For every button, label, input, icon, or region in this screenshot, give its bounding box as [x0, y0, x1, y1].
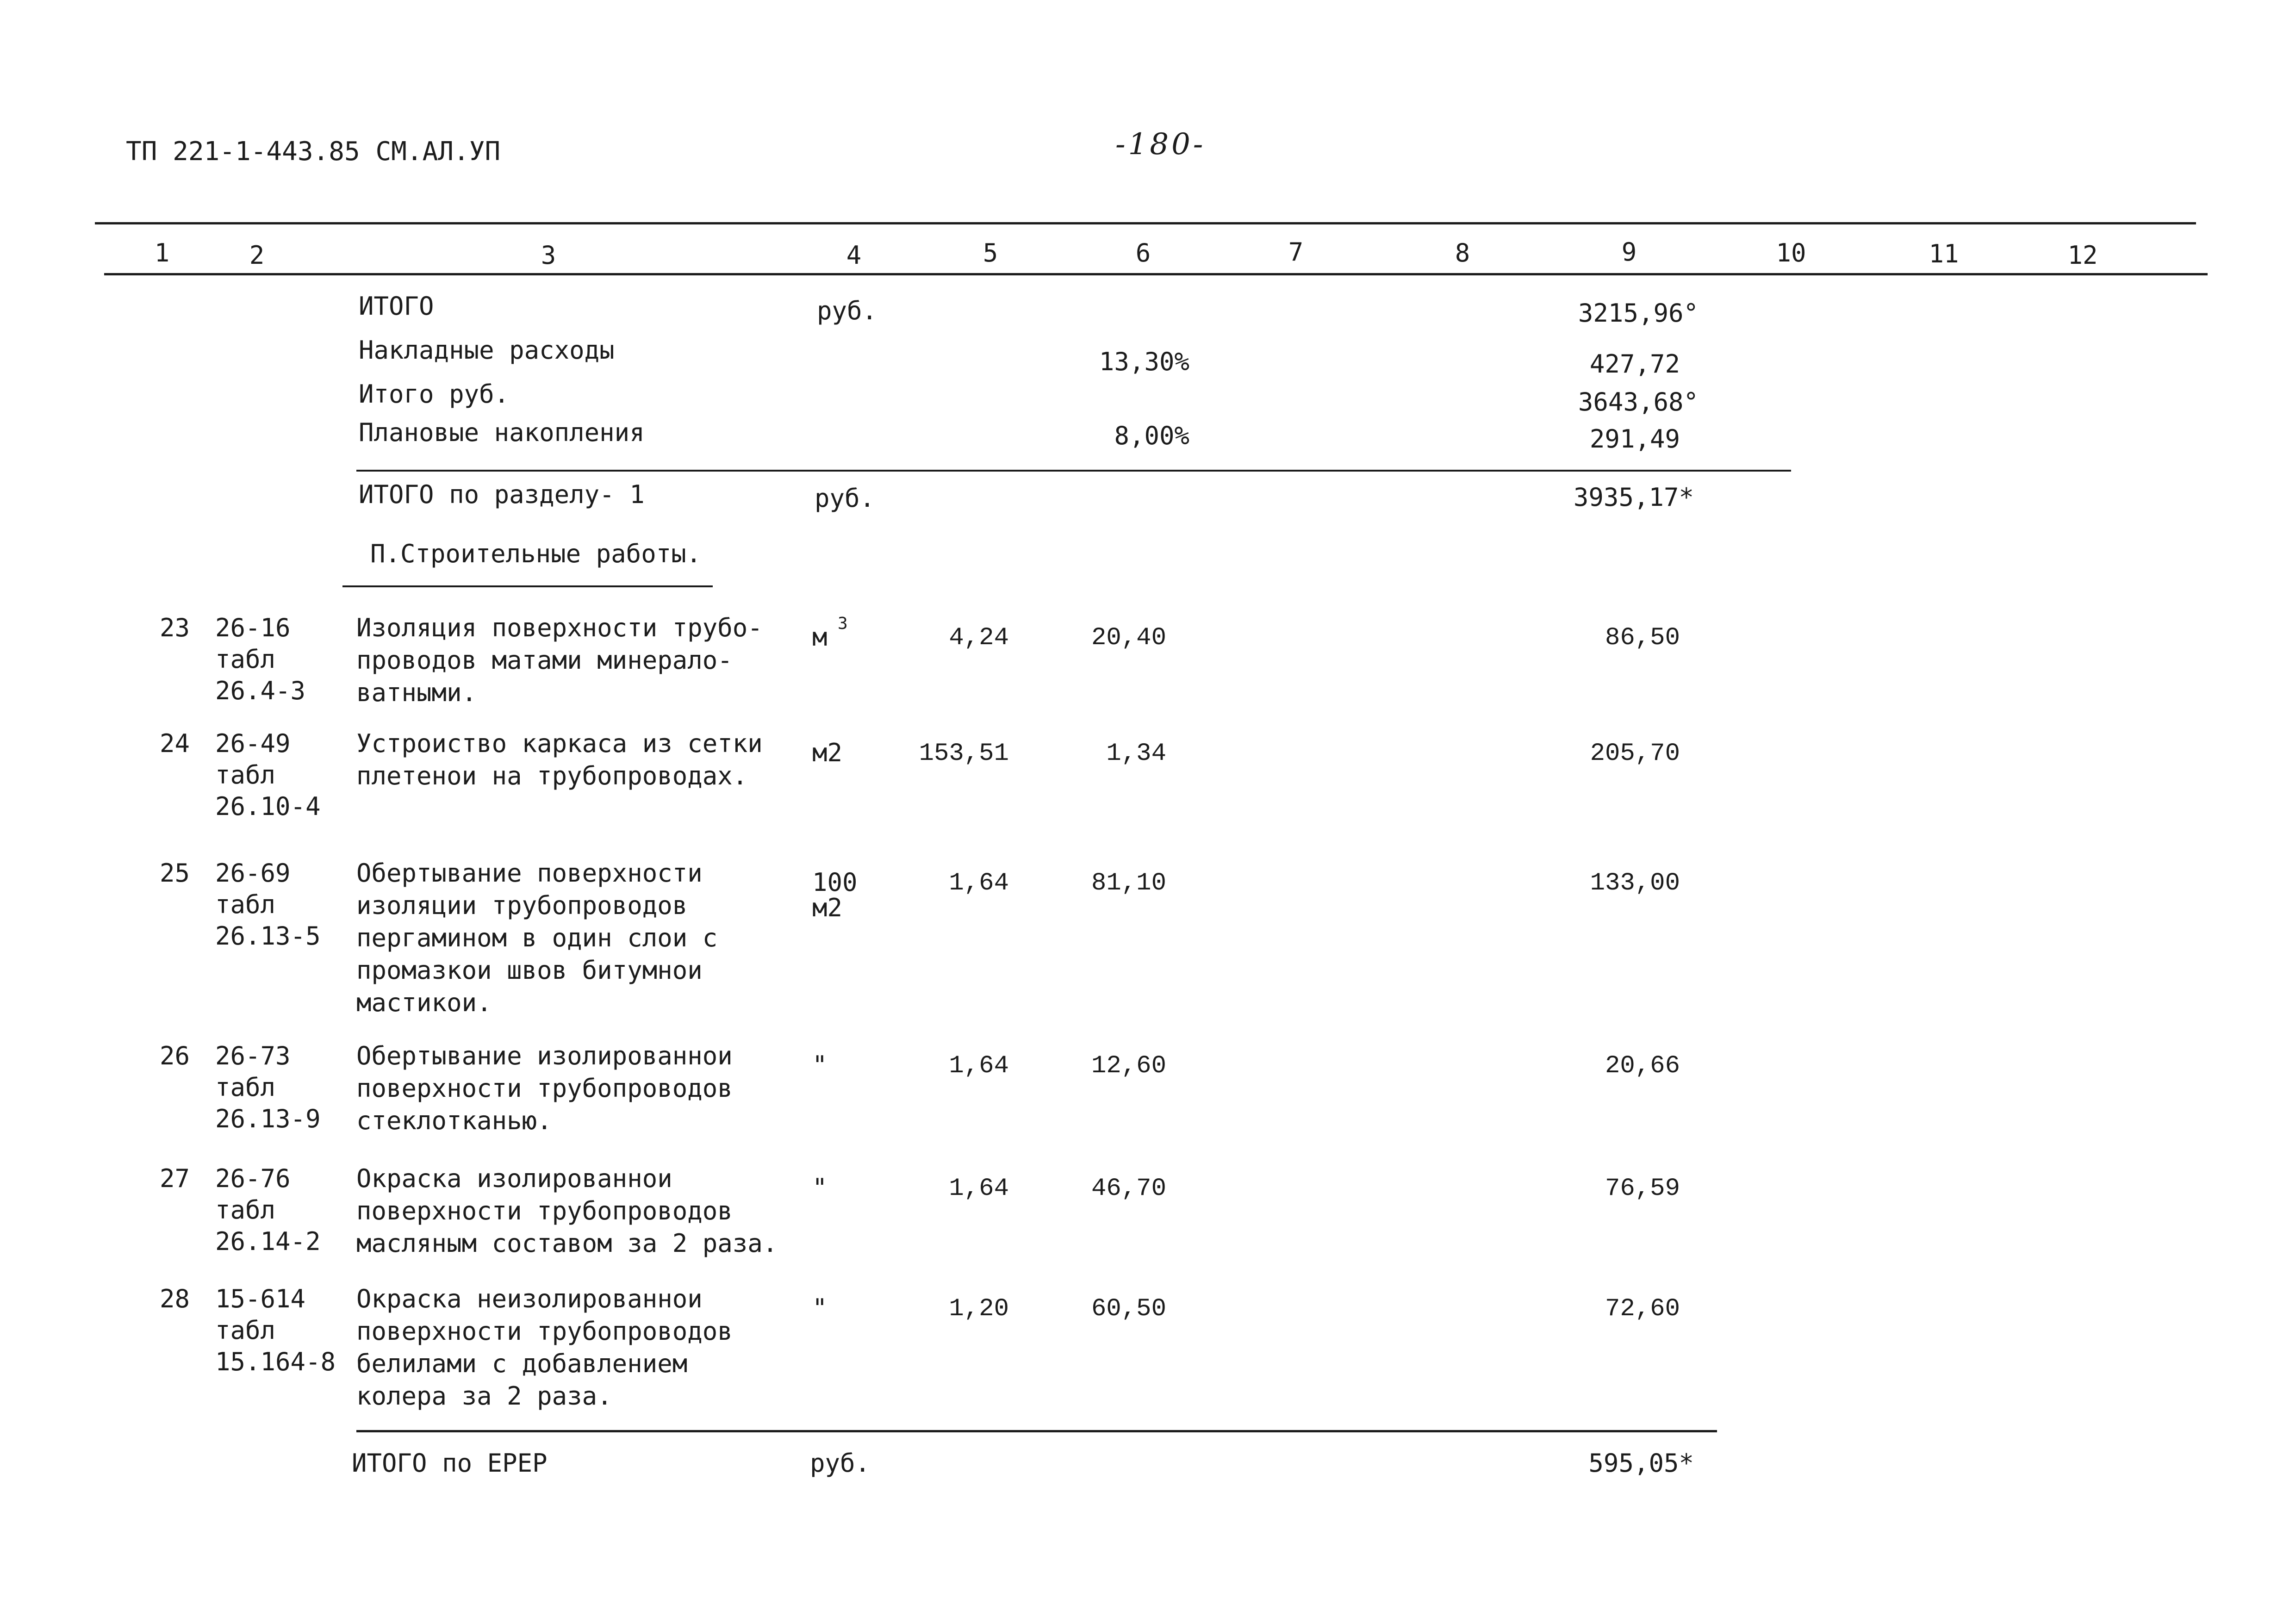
row-price: 12,60 — [1091, 1052, 1166, 1080]
row-code-line: табл — [215, 1195, 276, 1225]
col-8: 8 — [1455, 238, 1470, 267]
summary-label: ИТОГО — [359, 292, 434, 321]
section1-total-unit: руб. — [815, 484, 875, 513]
row-description-line: Обертывание изолированнои — [356, 1041, 733, 1070]
row-price: 60,50 — [1091, 1295, 1166, 1323]
col-7: 7 — [1288, 237, 1304, 267]
row-code-line: 15.164-8 — [215, 1347, 336, 1376]
row-unit-superscript: 3 — [838, 614, 848, 633]
row-description-line: изоляции трубопроводов — [356, 891, 688, 920]
summary-label: Накладные расходы — [359, 336, 615, 365]
row-code-line: 26-49 — [215, 729, 291, 758]
row-code-line: 26.13-9 — [215, 1104, 321, 1133]
row-number: 27 — [160, 1164, 190, 1193]
row-number: 28 — [160, 1284, 190, 1313]
row-description-line: пергамином в один слои с — [356, 923, 718, 952]
row-total: 86,50 — [1605, 624, 1680, 652]
row-code-line: табл — [215, 645, 276, 674]
row-code-line: 26-73 — [215, 1041, 291, 1070]
row-description-line: белилами с добавлением — [356, 1349, 688, 1378]
row-code-line: 15-614 — [215, 1284, 306, 1313]
summary-label: Плановые накопления — [359, 418, 645, 447]
row-description-line: поверхности трубопроводов — [356, 1317, 733, 1346]
row-code-line: табл — [215, 1073, 276, 1102]
row-description-line: проводов матами минерало- — [356, 646, 733, 675]
row-total: 133,00 — [1590, 869, 1680, 897]
row-unit: " — [812, 1293, 828, 1323]
row-total: 72,60 — [1605, 1295, 1680, 1323]
row-number: 25 — [160, 858, 190, 888]
col-11: 11 — [1929, 239, 1959, 268]
row-quantity: 1,64 — [949, 869, 1009, 897]
row-number: 24 — [160, 729, 190, 758]
row-description-line: промазкои швов битумнои — [356, 956, 703, 985]
row-description-line: ватными. — [356, 678, 477, 707]
doc-code: ТП 221-1-443.85 СМ.АЛ.УП — [126, 137, 501, 167]
row-price: 20,40 — [1091, 624, 1166, 652]
row-description-line: колера за 2 раза. — [356, 1381, 612, 1411]
section2-title: П.Строительные работы. — [370, 539, 702, 568]
final-total-unit: руб. — [810, 1449, 871, 1478]
summary-divider — [356, 470, 1791, 472]
row-unit: " — [812, 1173, 828, 1202]
row-quantity: 1,64 — [949, 1175, 1009, 1203]
row-quantity: 153,51 — [919, 740, 1009, 768]
row-code-line: 26.10-4 — [215, 792, 321, 821]
row-description-line: стеклотканью. — [356, 1106, 552, 1135]
row-description-line: Изоляция поверхности трубо- — [356, 613, 763, 642]
summary-total: 291,49 — [1589, 424, 1680, 454]
row-price: 81,10 — [1091, 869, 1166, 897]
col-5: 5 — [983, 238, 998, 267]
row-number: 26 — [160, 1041, 190, 1070]
row-unit: м — [812, 622, 828, 652]
row-number: 23 — [160, 613, 190, 642]
row-description-line: плетенои на трубопроводах. — [356, 761, 748, 790]
row-description-line: Устроиство каркаса из сетки — [356, 729, 763, 758]
row-code-line: табл — [215, 1316, 276, 1345]
row-description-line: Окраска изолированнои — [356, 1164, 672, 1193]
row-quantity: 1,64 — [949, 1052, 1009, 1080]
row-description-line: поверхности трубопроводов — [356, 1196, 733, 1225]
row-total: 76,59 — [1605, 1175, 1680, 1203]
summary-unit: руб. — [817, 296, 877, 325]
page-number: -180- — [1115, 127, 1206, 162]
row-description-line: Обертывание поверхности — [356, 858, 703, 888]
row-code-line: 26-69 — [215, 858, 291, 888]
col-9: 9 — [1621, 237, 1637, 267]
section1-total-label: ИТОГО по разделу- 1 — [359, 480, 645, 509]
col-12: 12 — [2067, 241, 2098, 270]
rows-bottom-rule — [356, 1430, 1717, 1432]
row-description-line: поверхности трубопроводов — [356, 1074, 733, 1103]
col-1: 1 — [154, 238, 170, 267]
col-10: 10 — [1776, 238, 1806, 267]
final-total-label: ИТОГО по ЕРЕР — [352, 1449, 548, 1478]
row-unit: м2 — [812, 738, 843, 767]
section2-title-underline — [342, 585, 713, 587]
summary-label: Итого руб. — [359, 379, 510, 409]
row-unit: " — [812, 1051, 828, 1080]
row-total: 20,66 — [1605, 1052, 1680, 1080]
row-price: 46,70 — [1091, 1175, 1166, 1203]
row-code-line: 26.14-2 — [215, 1227, 321, 1256]
row-unit-wrap — [838, 614, 848, 643]
row-unit-line2: м2 — [812, 893, 843, 922]
col-2: 2 — [249, 241, 265, 270]
row-unit: 100 — [812, 868, 858, 897]
row-quantity: 4,24 — [949, 624, 1009, 652]
summary-rate: 8,00% — [1114, 421, 1189, 450]
row-code-line: 26.4-3 — [215, 676, 306, 705]
row-code-line: табл — [215, 760, 276, 790]
row-code-line: 26-16 — [215, 613, 291, 642]
summary-total: 3643,68° — [1578, 387, 1699, 417]
summary-total: 427,72 — [1589, 349, 1680, 379]
summary-total: 3215,96° — [1578, 298, 1699, 328]
row-description-line: мастикои. — [356, 988, 492, 1017]
section1-total-value: 3935,17* — [1573, 483, 1694, 512]
row-quantity: 1,20 — [949, 1295, 1009, 1323]
col-6: 6 — [1135, 238, 1151, 267]
row-price: 1,34 — [1106, 740, 1166, 768]
row-code-line: табл — [215, 890, 276, 919]
row-code-line: 26.13-5 — [215, 921, 321, 951]
col-3: 3 — [541, 241, 556, 270]
row-code-line: 26-76 — [215, 1164, 291, 1193]
col-4: 4 — [846, 241, 862, 270]
header-bottom-rule — [104, 273, 2208, 275]
row-description-line: масляным составом за 2 раза. — [356, 1229, 778, 1258]
summary-rate: 13,30% — [1099, 347, 1189, 376]
row-description-line: Окраска неизолированнои — [356, 1284, 703, 1313]
row-total: 205,70 — [1590, 740, 1680, 768]
final-total-value: 595,05* — [1588, 1449, 1694, 1478]
header-top-rule — [95, 222, 2196, 224]
